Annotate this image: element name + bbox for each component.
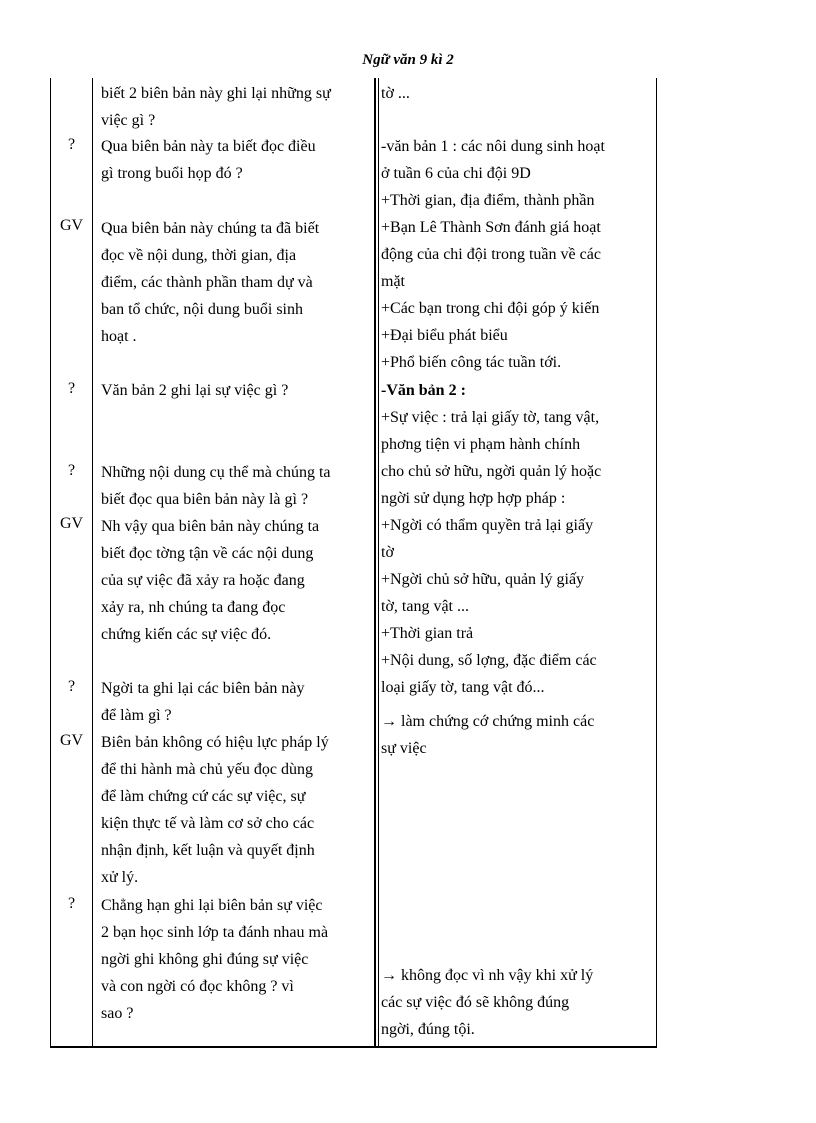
question-line: biết 2 biên bản này ghi lại những sự (101, 85, 331, 102)
answer-line: +Nội dung, số lợng, đặc điểm các (381, 652, 597, 669)
answer-line: → làm chứng cớ chứng minh các (381, 713, 595, 730)
answer-cell (381, 80, 649, 107)
row-marker: ? (67, 380, 76, 397)
answer-line: các sự việc đó sẽ không đúng (381, 994, 570, 1011)
row-marker: GV (59, 217, 84, 234)
question-cell (101, 459, 369, 513)
question-line: xử lý. (101, 869, 139, 886)
question-line: ngời ghi không ghi đúng sự việc (101, 951, 309, 968)
question-line: Chẳng hạn ghi lại biên bản sự việc (101, 897, 323, 914)
question-line: để thi hành mà chủ yếu đọc dùng (101, 761, 313, 778)
question-line: Qua biên bản này chúng ta đã biết (101, 220, 320, 237)
answer-line: -văn bản 1 : các nôi dung sinh hoạt (381, 138, 605, 155)
lesson-table (50, 78, 657, 1048)
row-marker: ? (67, 136, 76, 153)
row-marker: GV (59, 732, 84, 749)
question-cell (101, 80, 369, 134)
answer-line: +Sự việc : trả lại giấy tờ, tang vật, (381, 409, 600, 426)
question-line: sao ? (101, 1005, 134, 1022)
answer-line: +Đại biểu phát biểu (381, 327, 508, 344)
question-cell (101, 215, 369, 350)
answer-line: +Phổ biến công tác tuần tới. (381, 354, 562, 371)
answer-line: mặt (381, 273, 405, 290)
question-line: nhận định, kết luận và quyết định (101, 842, 315, 859)
answer-line: tờ, tang vật ... (381, 598, 469, 615)
question-line: chứng kiến các sự việc đó. (101, 626, 272, 643)
question-line: Ngời ta ghi lại các biên bản này (101, 680, 305, 697)
answer-line: → không đọc vì nh vậy khi xử lý (381, 967, 594, 984)
answer-line: ngời, đúng tội. (381, 1021, 475, 1038)
question-line: Văn bản 2 ghi lại sự việc gì ? (101, 382, 289, 399)
question-line: đọc về nội dung, thời gian, địa (101, 247, 297, 264)
question-line: Những nội dung cụ thể mà chúng ta (101, 464, 331, 481)
page-header: Ngữ văn 9 kì 2 (362, 52, 454, 68)
answer-line: loại giấy tờ, tang vật đó... (381, 679, 545, 696)
column-divider (92, 78, 93, 1046)
answer-cell (381, 133, 649, 376)
question-line: điểm, các thành phần tham dự và (101, 274, 313, 291)
question-line: và con ngời có đọc không ? vì (101, 978, 294, 995)
answer-line: +Bạn Lê Thành Sơn đánh giá hoạt (381, 219, 601, 236)
question-line: biết đọc qua biên bản này là gì ? (101, 491, 309, 508)
answer-line: động của chi đội trong tuần về các (381, 246, 601, 263)
question-line: Biên bản không có hiệu lực pháp lý (101, 734, 329, 751)
answer-line: +Thời gian trả (381, 625, 474, 642)
answer-line: phơng tiện vi phạm hành chính (381, 436, 581, 453)
answer-line: ở tuần 6 của chi đội 9D (381, 165, 531, 182)
question-line: việc gì ? (101, 112, 156, 129)
answer-line: +Ngời có thẩm quyền trả lại giấy (381, 517, 594, 534)
question-line: để làm chứng cứ các sự việc, sự (101, 788, 306, 805)
question-cell (101, 892, 369, 1027)
answer-line: sự việc (381, 740, 427, 757)
column-divider (378, 78, 379, 1046)
question-cell (101, 133, 369, 187)
row-marker: ? (67, 895, 76, 912)
row-marker: ? (67, 462, 76, 479)
answer-cell (381, 962, 649, 1043)
question-line: ban tổ chức, nội dung buổi sinh (101, 301, 303, 318)
question-cell (101, 377, 369, 404)
question-line: để làm gì ? (101, 707, 172, 724)
row-marker: GV (59, 515, 84, 532)
question-line: biết đọc tờng tận về các nội dung (101, 545, 314, 562)
question-cell (101, 729, 369, 891)
answer-cell (381, 377, 649, 701)
answer-line: cho chủ sở hữu, ngời quản lý hoặc (381, 463, 602, 480)
answer-line: tờ (381, 544, 394, 561)
answer-line: ngời sử dụng hợp hợp pháp : (381, 490, 566, 507)
answer-line: +Ngời chủ sở hữu, quản lý giấy (381, 571, 585, 588)
question-line: hoạt . (101, 328, 137, 345)
question-line: Qua biên bản này ta biết đọc điều (101, 138, 316, 155)
question-cell (101, 513, 369, 648)
question-line: của sự việc đã xảy ra hoặc đang (101, 572, 305, 589)
question-line: xảy ra, nh chúng ta đang đọc (101, 599, 286, 616)
question-line: gì trong buổi họp đó ? (101, 165, 243, 182)
answer-line: tờ ... (381, 85, 410, 102)
answer-cell (381, 708, 649, 762)
answer-heading: -Văn bản 2 : (381, 382, 466, 399)
answer-line: +Thời gian, địa điểm, thành phần (381, 192, 595, 209)
row-marker: ? (67, 678, 76, 695)
question-line: Nh vậy qua biên bản này chúng ta (101, 518, 320, 535)
column-divider (374, 78, 376, 1046)
question-cell (101, 675, 369, 729)
answer-line: +Các bạn trong chi đội góp ý kiến (381, 300, 600, 317)
question-line: kiện thực tế và làm cơ sở cho các (101, 815, 315, 832)
question-line: 2 bạn học sinh lớp ta đánh nhau mà (101, 924, 329, 941)
